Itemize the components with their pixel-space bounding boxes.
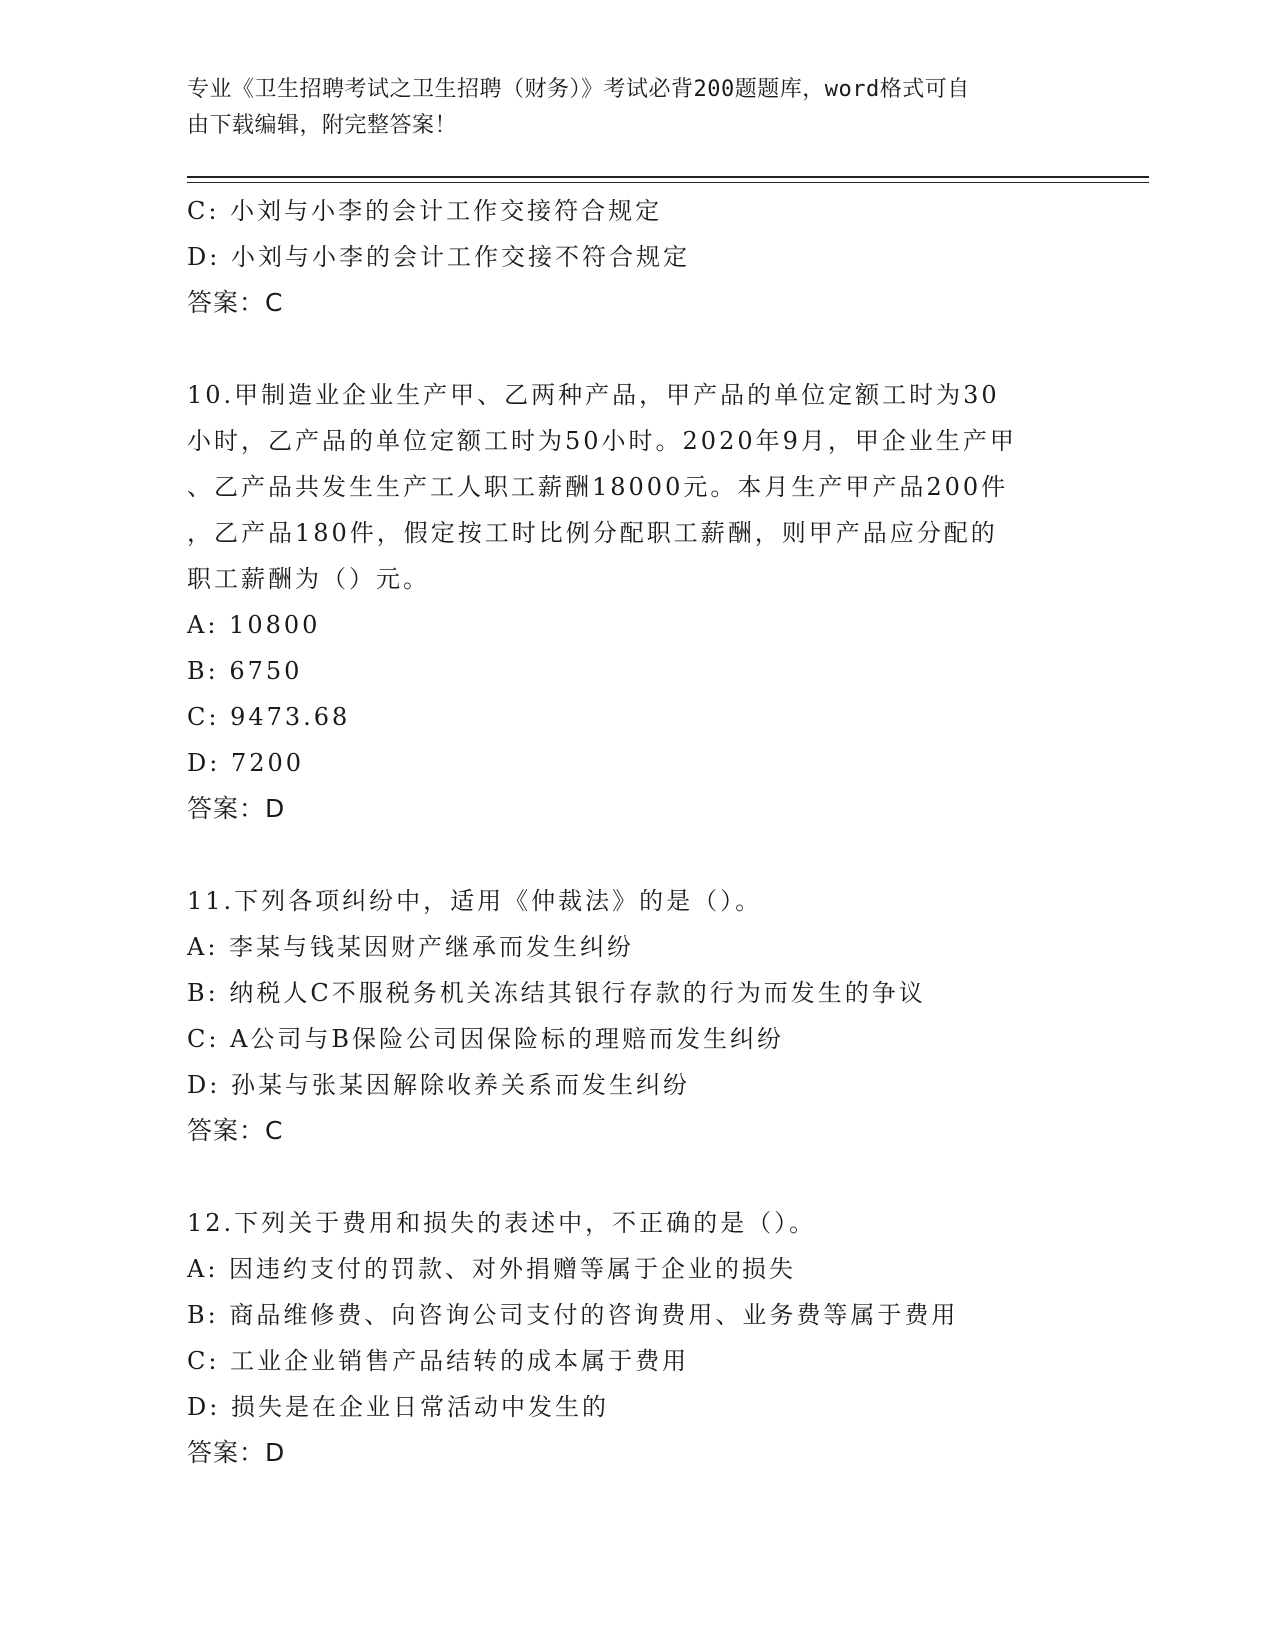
answer: 答案：C: [187, 1116, 284, 1145]
header-divider-thin: [187, 182, 1149, 183]
option-c: C: A公司与B保险公司因保险标的理赔而发生纠纷: [187, 1025, 785, 1053]
question-12: [187, 1200, 1087, 1476]
option-d: D: 孙某与张某因解除收养关系而发生纠纷: [187, 1071, 690, 1099]
header-divider-thick: [187, 176, 1149, 178]
option-c: C: 9473.68: [187, 703, 351, 731]
question-stem-line: 12.下列关于费用和损失的表述中，不正确的是（）。: [187, 1209, 817, 1237]
question-stem-line: 、乙产品共发生生产工人职工薪酬18000元。本月生产甲产品200件: [187, 473, 1009, 501]
document-header: [187, 72, 1067, 144]
header-line-2: 由下载编辑，附完整答案！: [187, 113, 458, 138]
option-b: B: 6750: [187, 657, 303, 685]
option-d: D: 小刘与小李的会计工作交接不符合规定: [187, 243, 690, 271]
header-line-1: 专业《卫生招聘考试之卫生招聘（财务）》考试必背200题题库，word格式可自: [187, 77, 970, 102]
question-list: [187, 188, 1087, 1476]
option-c: C: 工业企业销售产品结转的成本属于费用: [187, 1347, 690, 1375]
question-stem-line: 10.甲制造业企业生产甲、乙两种产品，甲产品的单位定额工时为30: [187, 381, 1000, 409]
question-continued: [187, 188, 1087, 326]
option-c: C: 小刘与小李的会计工作交接符合规定: [187, 197, 663, 225]
answer: 答案：D: [187, 1438, 286, 1467]
option-d: D: 损失是在企业日常活动中发生的: [187, 1393, 609, 1421]
question-stem-line: 小时，乙产品的单位定额工时为50小时。2020年9月，甲企业生产甲: [187, 427, 1017, 455]
option-a: A: 因违约支付的罚款、对外捐赠等属于企业的损失: [187, 1255, 797, 1283]
option-b: B: 纳税人C不服税务机关冻结其银行存款的行为而发生的争议: [187, 979, 926, 1007]
answer: 答案：D: [187, 794, 286, 823]
option-d: D: 7200: [187, 749, 305, 777]
question-stem-line: ，乙产品180件，假定按工时比例分配职工薪酬，则甲产品应分配的: [187, 519, 998, 547]
question-stem-line: 11.下列各项纠纷中，适用《仲裁法》的是（）。: [187, 887, 763, 915]
question-stem-line: 职工薪酬为（）元。: [187, 565, 430, 593]
option-b: B: 商品维修费、向咨询公司支付的咨询费用、业务费等属于费用: [187, 1301, 959, 1329]
question-10: [187, 372, 1087, 832]
option-a: A: 10800: [187, 611, 321, 639]
option-a: A: 李某与钱某因财产继承而发生纠纷: [187, 933, 635, 961]
answer: 答案：C: [187, 288, 284, 317]
question-11: [187, 878, 1087, 1154]
